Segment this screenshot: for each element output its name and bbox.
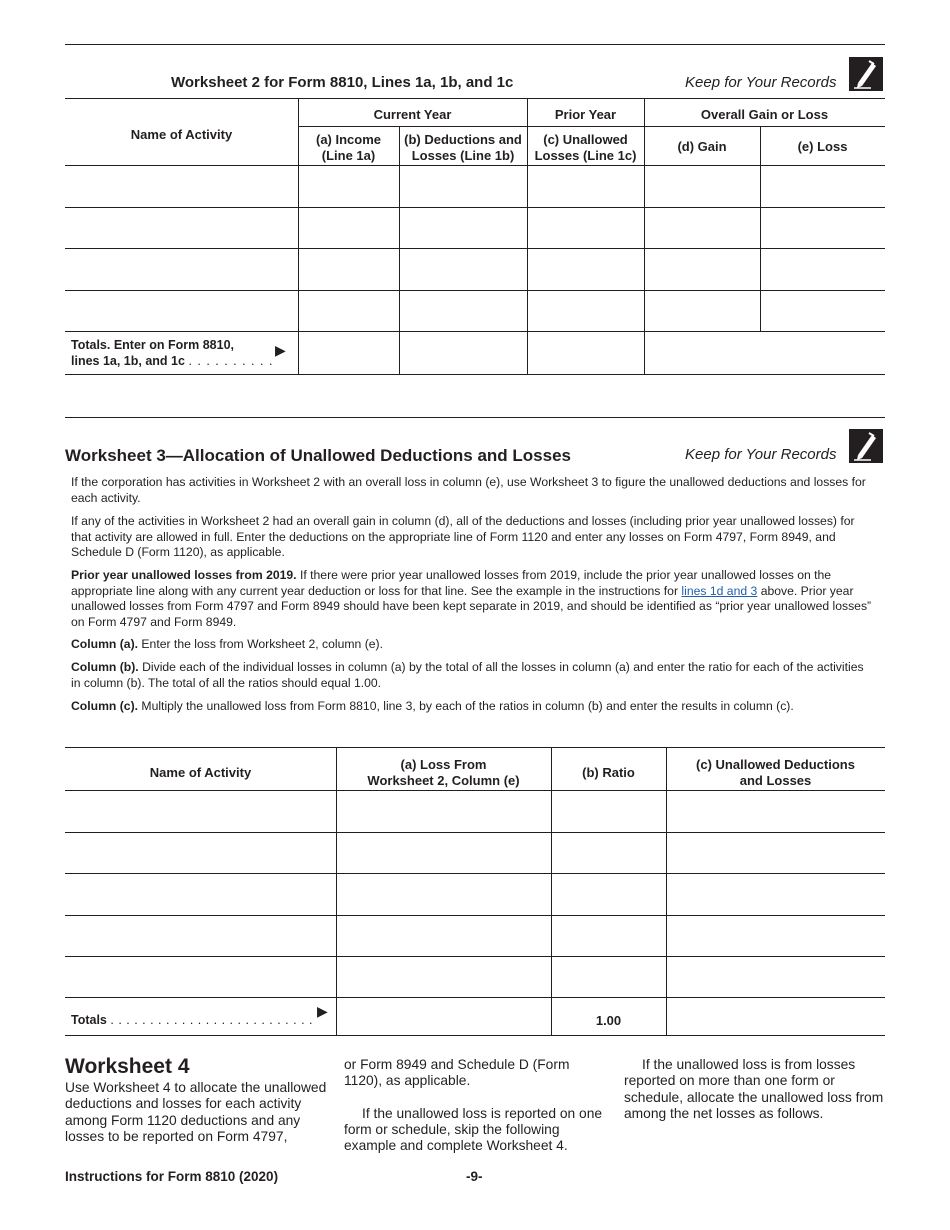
- ws3-para-1: If the corporation has activities in Worksheet 2 with an overall loss in column (e), use Worksheet 3 to figure the unallowed deductions and losses for each activity.: [71, 475, 866, 505]
- ws2-totals-label: Totals. Enter on Form 8810, lines 1a, 1b, and 1c . . . . . . . . . .: [71, 338, 274, 368]
- lines-1d-3-link[interactable]: lines 1d and 3: [681, 583, 758, 598]
- ws2-title: Worksheet 2 for Form 8810, Lines 1a, 1b, and 1c: [171, 74, 514, 91]
- ws4-title: Worksheet 4: [65, 1055, 190, 1078]
- ws2-col-c: (c) Unallowed Losses (Line 1c): [534, 132, 637, 163]
- ws3-col-c: (c) Unallowed Deductions and Losses: [696, 757, 855, 788]
- ws4-col-2: or Form 8949 and Schedule D (Form 1120), as applicable. If the unallowed loss is reported on one form or schedule, skip the following example and complete Worksheet 4.: [344, 1057, 603, 1154]
- ws3-ratio-total: 1.00: [595, 1013, 622, 1028]
- page-number: -9-: [466, 1169, 483, 1184]
- ws3-para-3: Prior year unallowed losses from 2019. If there were prior year unallowed losses from 2019, include the prior year unallowed losses on the appropriate line along with any current year deduction or loss for that line. See the example in the instructions for lines 1d and 3 above. Prior year unallowed losses from Form 4797 and Form 8949 should have been kept separate in 2019, and should be identified as “prior year unallowed losses” on Form 4797 and Form 8949.: [71, 568, 872, 629]
- ws2-overall: Overall Gain or Loss: [700, 107, 829, 122]
- ws4-col-1: Use Worksheet 4 to allocate the unallowed deductions and losses for each activity among Form 1120 deductions and any losses to be reported on Form 4797,: [65, 1080, 327, 1144]
- pencil-icon: [849, 429, 883, 463]
- arrow-right-icon: ▶: [275, 342, 286, 358]
- footer-form-title: Instructions for Form 8810 (2020): [65, 1169, 279, 1184]
- ws2-col-d: (d) Gain: [677, 139, 727, 154]
- ws2-current-year: Current Year: [373, 107, 452, 122]
- ws3-name-header: Name of Activity: [149, 765, 252, 780]
- section-rule: [65, 417, 885, 418]
- ws3-title: Worksheet 3—Allocation of Unallowed Deductions and Losses: [65, 446, 571, 465]
- pencil-icon: [849, 57, 883, 91]
- ws3-para-2: If any of the activities in Worksheet 2 had an overall gain in column (d), all of the deductions and losses (including prior year unallowed losses) for that activity are allowed in full. Enter the deductions on the appropriate line of Form 1120 and enter any losses on Form 4797, Form 8949, and Schedule D (Form 1120), as applicable.: [71, 514, 855, 559]
- ws3-col-a: (a) Loss From Worksheet 2, Column (e): [367, 757, 520, 788]
- ws4-col-3: If the unallowed loss is from losses reported on more than one form or schedule, allocate the unallowed loss from among the net losses as follows.: [624, 1057, 884, 1121]
- ws3-col-b: (b) Ratio: [582, 765, 635, 780]
- ws3-totals-label: Totals . . . . . . . . . . . . . . . . . . . . . . . . . .: [71, 1013, 313, 1027]
- ws2-col-a: (a) Income (Line 1a): [315, 132, 381, 163]
- ws3-para-6: Column (c). Multiply the unallowed loss from Form 8810, line 3, by each of the ratios in column (b) and enter the results in column (c).: [71, 699, 794, 713]
- ws2-col-e: (e) Loss: [797, 139, 848, 154]
- ws2-col-b: (b) Deductions and Losses (Line 1b): [404, 132, 522, 163]
- ws2-keep-records: Keep for Your Records: [685, 74, 837, 91]
- top-rule: [65, 44, 885, 45]
- ws3-keep-records: Keep for Your Records: [685, 446, 837, 463]
- arrow-right-icon: ▶: [317, 1003, 328, 1019]
- ws3-para-5: Column (b). Divide each of the individual losses in column (a) by the total of all the losses in column (a) and enter the ratio for each of the activities in column (b). The total of all the ratios should equal 1.00.: [71, 660, 864, 690]
- ws2-prior-year: Prior Year: [554, 107, 617, 122]
- ws3-para-4: Column (a). Enter the loss from Worksheet 2, column (e).: [71, 637, 384, 651]
- ws2-name-header: Name of Activity: [130, 127, 233, 142]
